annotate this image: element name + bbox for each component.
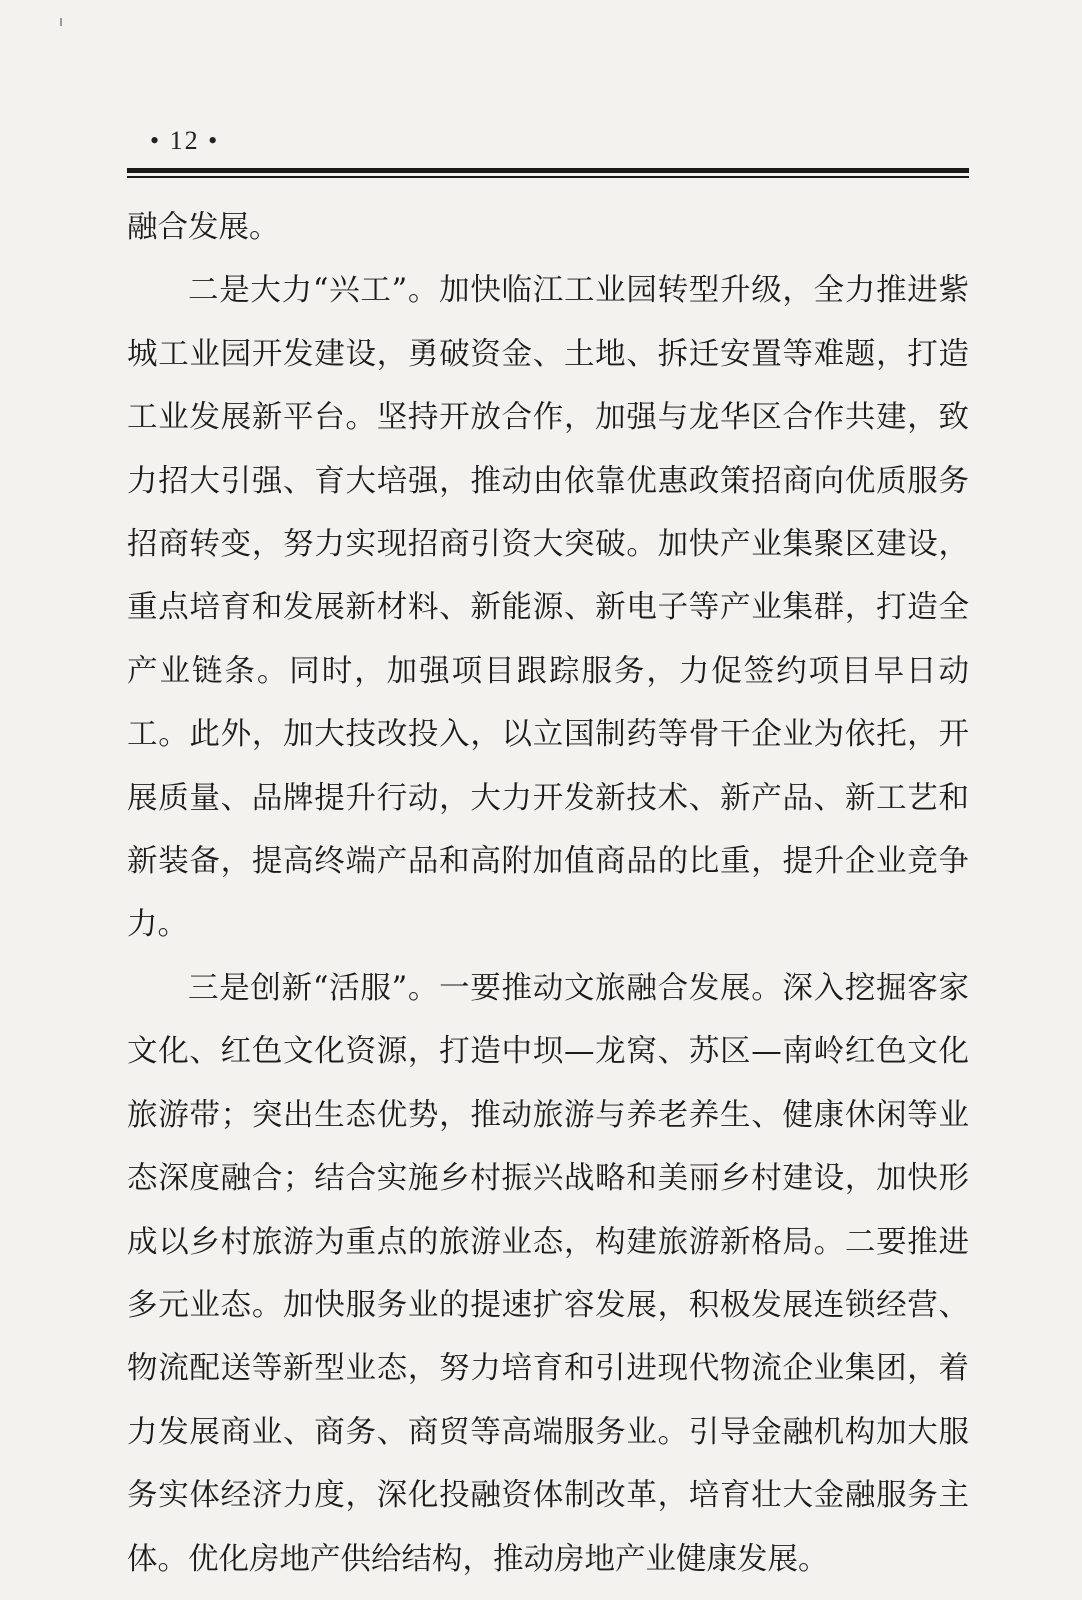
- paragraph-industry: 二是大力“兴工”。加快临江工业园转型升级，全力推进紫城工业园开发建设，勇破资金、土地、拆迁安置等难题，打造工业发展新平台。坚持开放合作，加强与龙华区合作共建，致力招大引强、育大培强，推动由依靠优惠政策招商向优质服务招商转变，努力实现招商引资大突破。加快产业集聚区建设，重点培育和发展新材料、新能源、新电子等产业集群，打造全产业链条。同时，加强项目跟踪服务，力促签约项目早日动工。此外，加大技改投入，以立国制药等骨干企业为依托，开展质量、品牌提升行动，大力开发新技术、新产品、新工艺和新装备，提高终端产品和高附加值商品的比重，提升企业竞争力。: [127, 273, 969, 943]
- paragraph-services: 三是创新“活服”。一要推动文旅融合发展。深入挖掘客家文化、红色文化资源，打造中坝—龙窝、苏区—南岭红色文化旅游带；突出生态优势，推动旅游与养老养生、健康休闲等业态深度融合；结合实施乡村振兴战略和美丽乡村建设，加快形成以乡村旅游为重点的旅游业态，构建旅游新格局。二要推进多元业态。加快服务业的提速扩容发展，积极发展连锁经营、物流配送等新型业态，努力培育和引进现代物流企业集团，着力发展商业、商务、商贸等高端服务业。引导金融机构加大服务实体经济力度，深化投融资体制改革，培育壮大金融服务主体。优化房地产供给结构，推动房地产业健康发展。: [127, 970, 969, 1577]
- scan-mark: [60, 18, 62, 26]
- header-rule-thin: [127, 176, 969, 178]
- header-rule-thick: [127, 168, 969, 173]
- paragraph-continuation: 融合发展。: [127, 210, 280, 245]
- body-text: [127, 196, 969, 1591]
- page-number: • 12 •: [150, 126, 220, 155]
